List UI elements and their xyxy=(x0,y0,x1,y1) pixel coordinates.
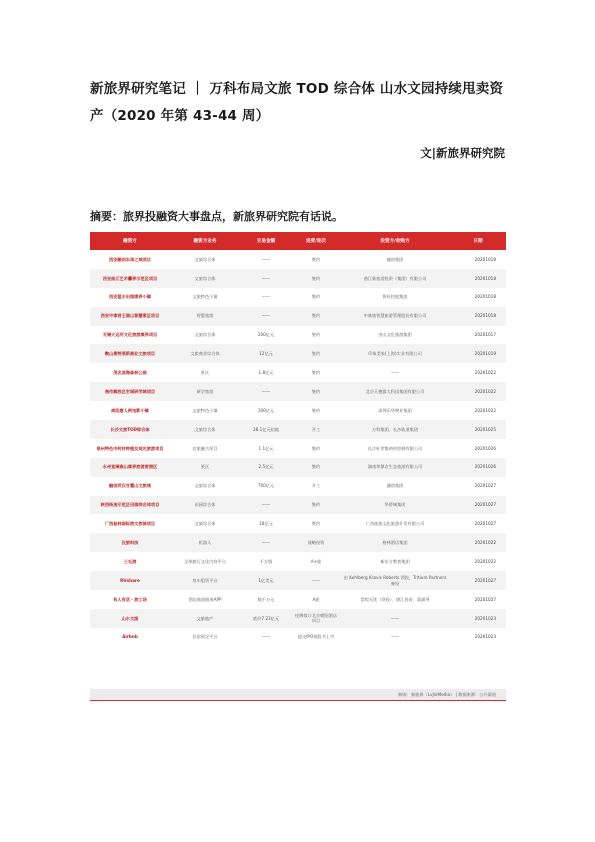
cell-date: 20201023 xyxy=(474,634,496,640)
cell-date: 20201027 xyxy=(474,577,496,583)
table-row xyxy=(90,496,506,515)
table-row xyxy=(90,590,506,609)
cell-financier: 有人有活 · 旅工场 xyxy=(113,596,147,602)
table-body xyxy=(90,250,506,647)
cell-financier: 泉州特色中药材种植及观光旅游项目 xyxy=(96,445,164,451)
cell-stage: 签约 xyxy=(311,275,321,281)
cell-date: 20201022 xyxy=(474,369,496,375)
table-header-row xyxy=(90,232,506,250)
cell-stage: 签约 xyxy=(311,256,321,262)
cell-business: 农旅融合项目 xyxy=(192,445,218,451)
cell-business: 文旅商业综合体 xyxy=(190,351,220,357)
table-row xyxy=(90,628,506,647)
table-row xyxy=(90,269,506,288)
cell-date: 20201022 xyxy=(474,407,496,413)
table-row xyxy=(90,458,506,477)
cell-business: 机器人 xyxy=(198,539,212,545)
cell-date: 20201022 xyxy=(474,388,496,394)
cell-business: 文旅综合体 xyxy=(194,275,216,281)
cell-financier: 广西桂林国际旅文旅城项目 xyxy=(104,521,156,527)
cell-investor: 由 Kohlberg Kravis Roberts 领投，Tritium Partners 参投 xyxy=(343,574,447,586)
cell-investor: 曲江新旅游投资（集团）有限公司 xyxy=(363,275,427,281)
cell-investor: 华侨城集团 xyxy=(384,502,406,508)
cell-financier: RVshare xyxy=(120,577,140,583)
cell-amount: —— xyxy=(261,539,271,545)
cell-amount: 2.5亿元 xyxy=(258,464,274,470)
cell-investor: 崇程无忧（领投）、锦江投资、晨涌琴 xyxy=(360,596,430,602)
table-row xyxy=(90,363,506,382)
cell-date: 20201022 xyxy=(474,558,496,564)
cell-investor: —— xyxy=(390,634,400,640)
cell-date: 20201027 xyxy=(474,521,496,527)
cell-business: 田园综合体 xyxy=(194,502,216,508)
cell-business: 研学旅游 xyxy=(196,388,214,394)
cell-financier: 西安蓝水田园康养小镇 xyxy=(109,294,151,300)
header-stage: 进度/轮次 xyxy=(305,239,327,244)
cell-date: 20201019 xyxy=(474,351,496,357)
cell-business: 全球旅行文化内容平台 xyxy=(184,558,226,564)
table-row xyxy=(90,420,506,439)
cell-amount: 200亿元 xyxy=(257,332,275,338)
table-row xyxy=(90,571,506,590)
cell-investor: 湖南邦鼎农生态旅游有限公司 xyxy=(367,464,423,470)
cell-amount: —— xyxy=(261,388,271,394)
cell-financier: 咸阳唐人街电影小镇 xyxy=(111,407,149,413)
cell-business: 文旅特色小镇 xyxy=(192,294,218,300)
cell-investor: —— xyxy=(390,615,400,621)
cell-date: 20201018 xyxy=(474,313,496,319)
table-source: 制表：新旅界（LvJieMedia） | 数据来源：公开渠道 xyxy=(398,691,496,697)
cell-amount: —— xyxy=(261,502,271,508)
cell-amount: —— xyxy=(261,275,271,281)
cell-financier: 山水文园 xyxy=(121,615,139,621)
cell-date: 20201026 xyxy=(474,464,496,470)
header-investor: 投资方/收购方 xyxy=(380,239,410,244)
cell-financier: 融创武汉甘露山文旅城 xyxy=(109,483,151,489)
cell-financier: 鞍山奥特莱斯商业文旅项目 xyxy=(104,351,156,357)
cell-financier: 三毛游 xyxy=(123,558,137,564)
cell-business: 文旅地产 xyxy=(196,615,214,621)
cell-stage: A+轮 xyxy=(310,558,322,564)
cell-amount: —— xyxy=(261,634,271,640)
cell-financier: 茂名滨海森林公园 xyxy=(113,369,147,375)
cell-amount: 18亿元 xyxy=(259,521,273,527)
cell-stage: 签约 xyxy=(311,388,321,394)
cell-amount: 千万级 xyxy=(259,558,273,564)
cell-date: 20201017 xyxy=(474,332,496,338)
header-amount: 交易金额 xyxy=(256,239,276,244)
cell-stage: 签约 xyxy=(311,445,321,451)
cell-amount: 底价7.23亿元 xyxy=(252,615,280,621)
cell-date: 20201025 xyxy=(474,426,496,432)
cell-amount: 1.8亿元 xyxy=(258,369,274,375)
cell-investor: 深圳乐华物业集团 xyxy=(378,407,412,413)
cell-financier: 焦作解放区宏瑶研学城项目 xyxy=(104,388,156,394)
table-row xyxy=(90,250,506,269)
cell-stage: 挂牌拟让北京朝阳酒店项目 xyxy=(295,612,337,624)
cell-business: 房车租赁平台 xyxy=(192,577,218,583)
cell-stage: 签约 xyxy=(311,407,321,413)
cell-amount: —— xyxy=(261,313,271,319)
cell-investor: 中康旅智慧旅游管理股份有限公司 xyxy=(363,313,427,319)
cell-stage: 签约 xyxy=(311,294,321,300)
cell-investor: 万科集团、长沙轨道集团 xyxy=(371,426,419,432)
cell-amount: 300亿元 xyxy=(257,407,275,413)
cell-stage: 开工 xyxy=(311,426,321,432)
cell-financier: 长沙文旅TOD综合体 xyxy=(110,426,150,432)
cell-amount: 1亿美元 xyxy=(258,577,274,583)
cell-amount: —— xyxy=(261,256,271,262)
cell-date: 20201018 xyxy=(474,256,496,262)
cell-business: 文旅综合体 xyxy=(194,483,216,489)
cell-investor: 北京天德露大科技集团有限公司 xyxy=(365,388,425,394)
cell-investor: 融创集团 xyxy=(386,256,404,262)
cell-stage: A轮 xyxy=(312,596,320,602)
cell-date: 20201018 xyxy=(474,294,496,300)
cell-investor: 格林酒店集团 xyxy=(382,539,408,545)
cell-date: 20201027 xyxy=(474,483,496,489)
page-title: 新旅界研究笔记 ｜ 万科布局文旅 TOD 综合体 山水文园持续甩卖资产（2020 年第 43-44 周） xyxy=(90,81,504,124)
author-line: 文|新旅界研究院 xyxy=(420,146,505,160)
table-row xyxy=(90,533,506,552)
financing-table-wrapper xyxy=(90,232,506,647)
cell-stage: 签约 xyxy=(311,332,321,338)
cell-investor: 印象美家(上海)实业有限公司 xyxy=(368,351,422,357)
table-row xyxy=(90,609,506,628)
cell-investor: 广西桂旅文化旅游开发有限公司 xyxy=(365,521,425,527)
cell-amount: 28.1亿元拍地 xyxy=(252,426,280,432)
cell-amount: 数千万元 xyxy=(257,596,275,602)
cell-business: 文旅综合体 xyxy=(194,332,216,338)
cell-stage: 提交IPO招股书上市 xyxy=(297,634,335,640)
cell-business: 文旅综合体 xyxy=(194,426,216,432)
cell-financier: 西安中康君王湖山智慧景区项目 xyxy=(100,313,160,319)
cell-stage: 战略投资 xyxy=(307,539,325,545)
cell-date: 20201027 xyxy=(474,596,496,602)
financing-table xyxy=(90,232,506,647)
header-business: 融资方业务 xyxy=(193,239,217,244)
table-row xyxy=(90,439,506,458)
header-date: 日期 xyxy=(473,239,483,244)
cell-business: 景区 xyxy=(200,369,210,375)
cell-business: 智慧旅游 xyxy=(196,313,214,319)
cell-date: 20201026 xyxy=(474,445,496,451)
cell-financier: 陕西杨凌示范区田园综合体项目 xyxy=(100,502,160,508)
cell-stage: 开工 xyxy=(311,483,321,489)
cell-stage: 签约 xyxy=(311,521,321,527)
cell-stage: —— xyxy=(311,577,321,583)
table-row xyxy=(90,514,506,533)
cell-amount: 1.1亿元 xyxy=(258,445,274,451)
cell-business: 文旅综合体 xyxy=(194,521,216,527)
cell-date: 20201023 xyxy=(474,615,496,621)
table-row xyxy=(90,288,506,307)
table-row xyxy=(90,401,506,420)
table-row xyxy=(90,344,506,363)
cell-amount: 700亿元 xyxy=(257,483,275,489)
cell-amount: 12亿元 xyxy=(259,351,273,357)
table-row xyxy=(90,307,506,326)
cell-date: 20201027 xyxy=(474,502,496,508)
cell-financier: 永州宣阔高山康养旅游度假区 xyxy=(102,464,158,470)
cell-financier: 仪旅科技 xyxy=(121,539,139,545)
cell-financier: Airbnb xyxy=(122,634,138,640)
cell-stage: 签约 xyxy=(311,369,321,375)
cell-financier: 无锡大运河文化旅游康养项目 xyxy=(102,332,158,338)
cell-stage: 签约 xyxy=(311,351,321,357)
cell-investor: 长汴旺世集药材控制有限公司 xyxy=(367,445,423,451)
table-row xyxy=(90,382,506,401)
summary: 摘要：旅界投融资大事盘点，新旅界研究院有话说。 xyxy=(90,210,343,223)
cell-date: 20201022 xyxy=(474,539,496,545)
cell-amount: —— xyxy=(261,294,271,300)
cell-stage: 签约 xyxy=(311,313,321,319)
cell-business: 酒店旅游服务APP xyxy=(188,596,222,602)
table-row xyxy=(90,326,506,345)
cell-investor: 由山文化旅游集团 xyxy=(378,332,412,338)
header-financier: 融资方 xyxy=(123,239,137,244)
cell-business: 民宿预定平台 xyxy=(192,634,218,640)
cell-stage: 签约 xyxy=(311,502,321,508)
cell-stage: 签约 xyxy=(311,464,321,470)
table-row xyxy=(90,477,506,496)
cell-investor: —— xyxy=(390,369,400,375)
cell-business: 文旅综合体 xyxy=(194,256,216,262)
cell-business: 文旅特色小镇 xyxy=(192,407,218,413)
cell-business: 景区 xyxy=(200,464,210,470)
cell-financier: 西安融创丰泽之城项目 xyxy=(109,256,151,262)
cell-date: 20201018 xyxy=(474,275,496,281)
cell-investor: 智旺控股集团 xyxy=(382,294,408,300)
cell-investor: 新东方教育集团 xyxy=(380,558,410,564)
cell-investor: 融创集团 xyxy=(386,483,404,489)
table-row xyxy=(90,552,506,571)
table-footer xyxy=(90,689,506,701)
cell-financier: 西安曲江艺术爨养示范区项目 xyxy=(102,275,158,281)
